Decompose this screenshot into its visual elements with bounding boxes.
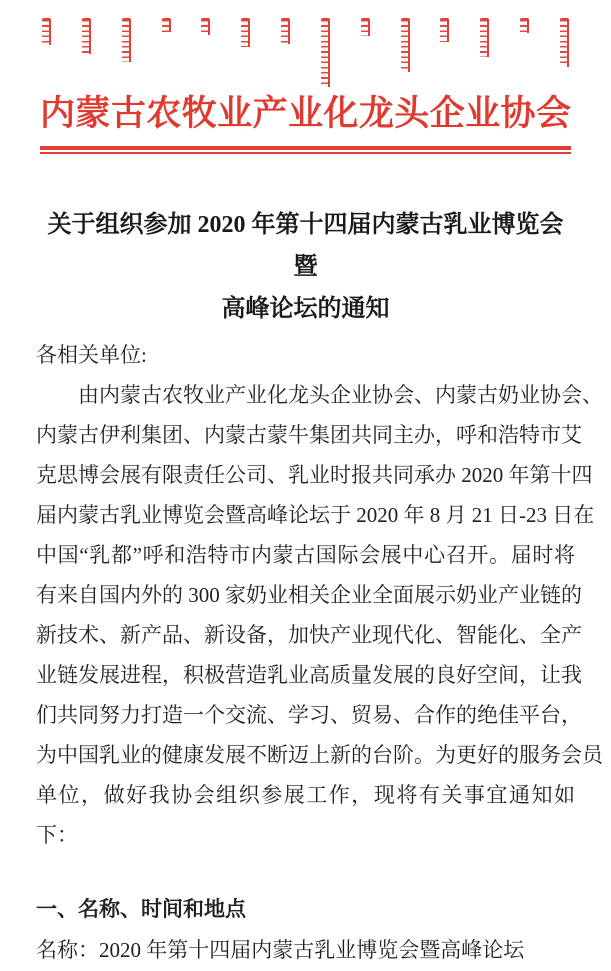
paragraph-line: 由内蒙古农牧业产业化龙头企业协会、内蒙古奶业协会、	[78, 383, 603, 407]
org-name: 内蒙古农牧业产业化龙头企业协会	[40, 94, 571, 133]
section-name-line: 名称：2020 年第十四届内蒙古乳业博览会暨高峰论坛	[36, 938, 525, 962]
mongolian-word-glyph	[560, 18, 569, 67]
mongolian-word-glyph	[520, 18, 529, 33]
mongolian-word-glyph	[401, 18, 410, 72]
paragraph-line: 新技术、新产品、新设备，加快产业现代化、智能化、全产	[36, 623, 582, 647]
paragraph-line: 们共同努力打造一个交流、学习、贸易、合作的绝佳平台，	[36, 703, 582, 727]
paragraph-line: 单位，做好我协会组织参展工作，现将有关事宜通知如下：	[36, 783, 575, 847]
paragraph-line: 届内蒙古乳业博览会暨高峰论坛于 2020 年 8 月 21 日-23 日在	[36, 503, 595, 527]
notice-title-line1: 关于组织参加 2020 年第十四届内蒙古乳业博览会暨	[47, 212, 564, 280]
letterhead-double-rule	[40, 146, 571, 154]
mongolian-word-glyph	[201, 18, 210, 35]
mongolian-word-glyph	[361, 18, 370, 36]
salutation: 各相关单位:	[36, 343, 147, 367]
paragraph-line: 内蒙古伊利集团、内蒙古蒙牛集团共同主办，呼和浩特市艾	[36, 423, 582, 447]
mongolian-word-glyph	[281, 18, 290, 44]
mongolian-word-glyph	[162, 18, 171, 32]
paragraph-line: 为中国乳业的健康发展不断迈上新的台阶。为更好的服务会员	[36, 743, 603, 767]
mongolian-word-glyph	[480, 18, 489, 57]
letterhead	[0, 0, 611, 154]
notice-title-line2: 高峰论坛的通知	[221, 296, 390, 322]
section-heading: 一、名称、时间和地点	[36, 897, 246, 921]
paragraph-line: 克思博会展有限责任公司、乳业时报共同承办 2020 年第十四	[36, 463, 593, 487]
mongolian-script-row	[42, 18, 569, 86]
mongolian-word-glyph	[241, 18, 250, 47]
paragraph-line: 中国“乳都”呼和浩特市内蒙古国际会展中心召开。届时将	[36, 543, 575, 567]
mongolian-word-glyph	[440, 18, 449, 42]
notice-body	[36, 204, 603, 971]
paragraph-line: 有来自国内外的 300 家奶业相关企业全面展示奶业产业链的	[36, 583, 582, 607]
paragraph-line: 业链发展进程，积极营造乳业高质量发展的良好空间，让我	[36, 663, 582, 687]
mongolian-word-glyph	[122, 18, 131, 62]
notice-title	[36, 204, 575, 330]
mongolian-word-glyph	[82, 18, 91, 54]
body-paragraph	[36, 375, 603, 855]
mongolian-word-glyph	[321, 18, 330, 87]
mongolian-word-glyph	[42, 18, 51, 45]
